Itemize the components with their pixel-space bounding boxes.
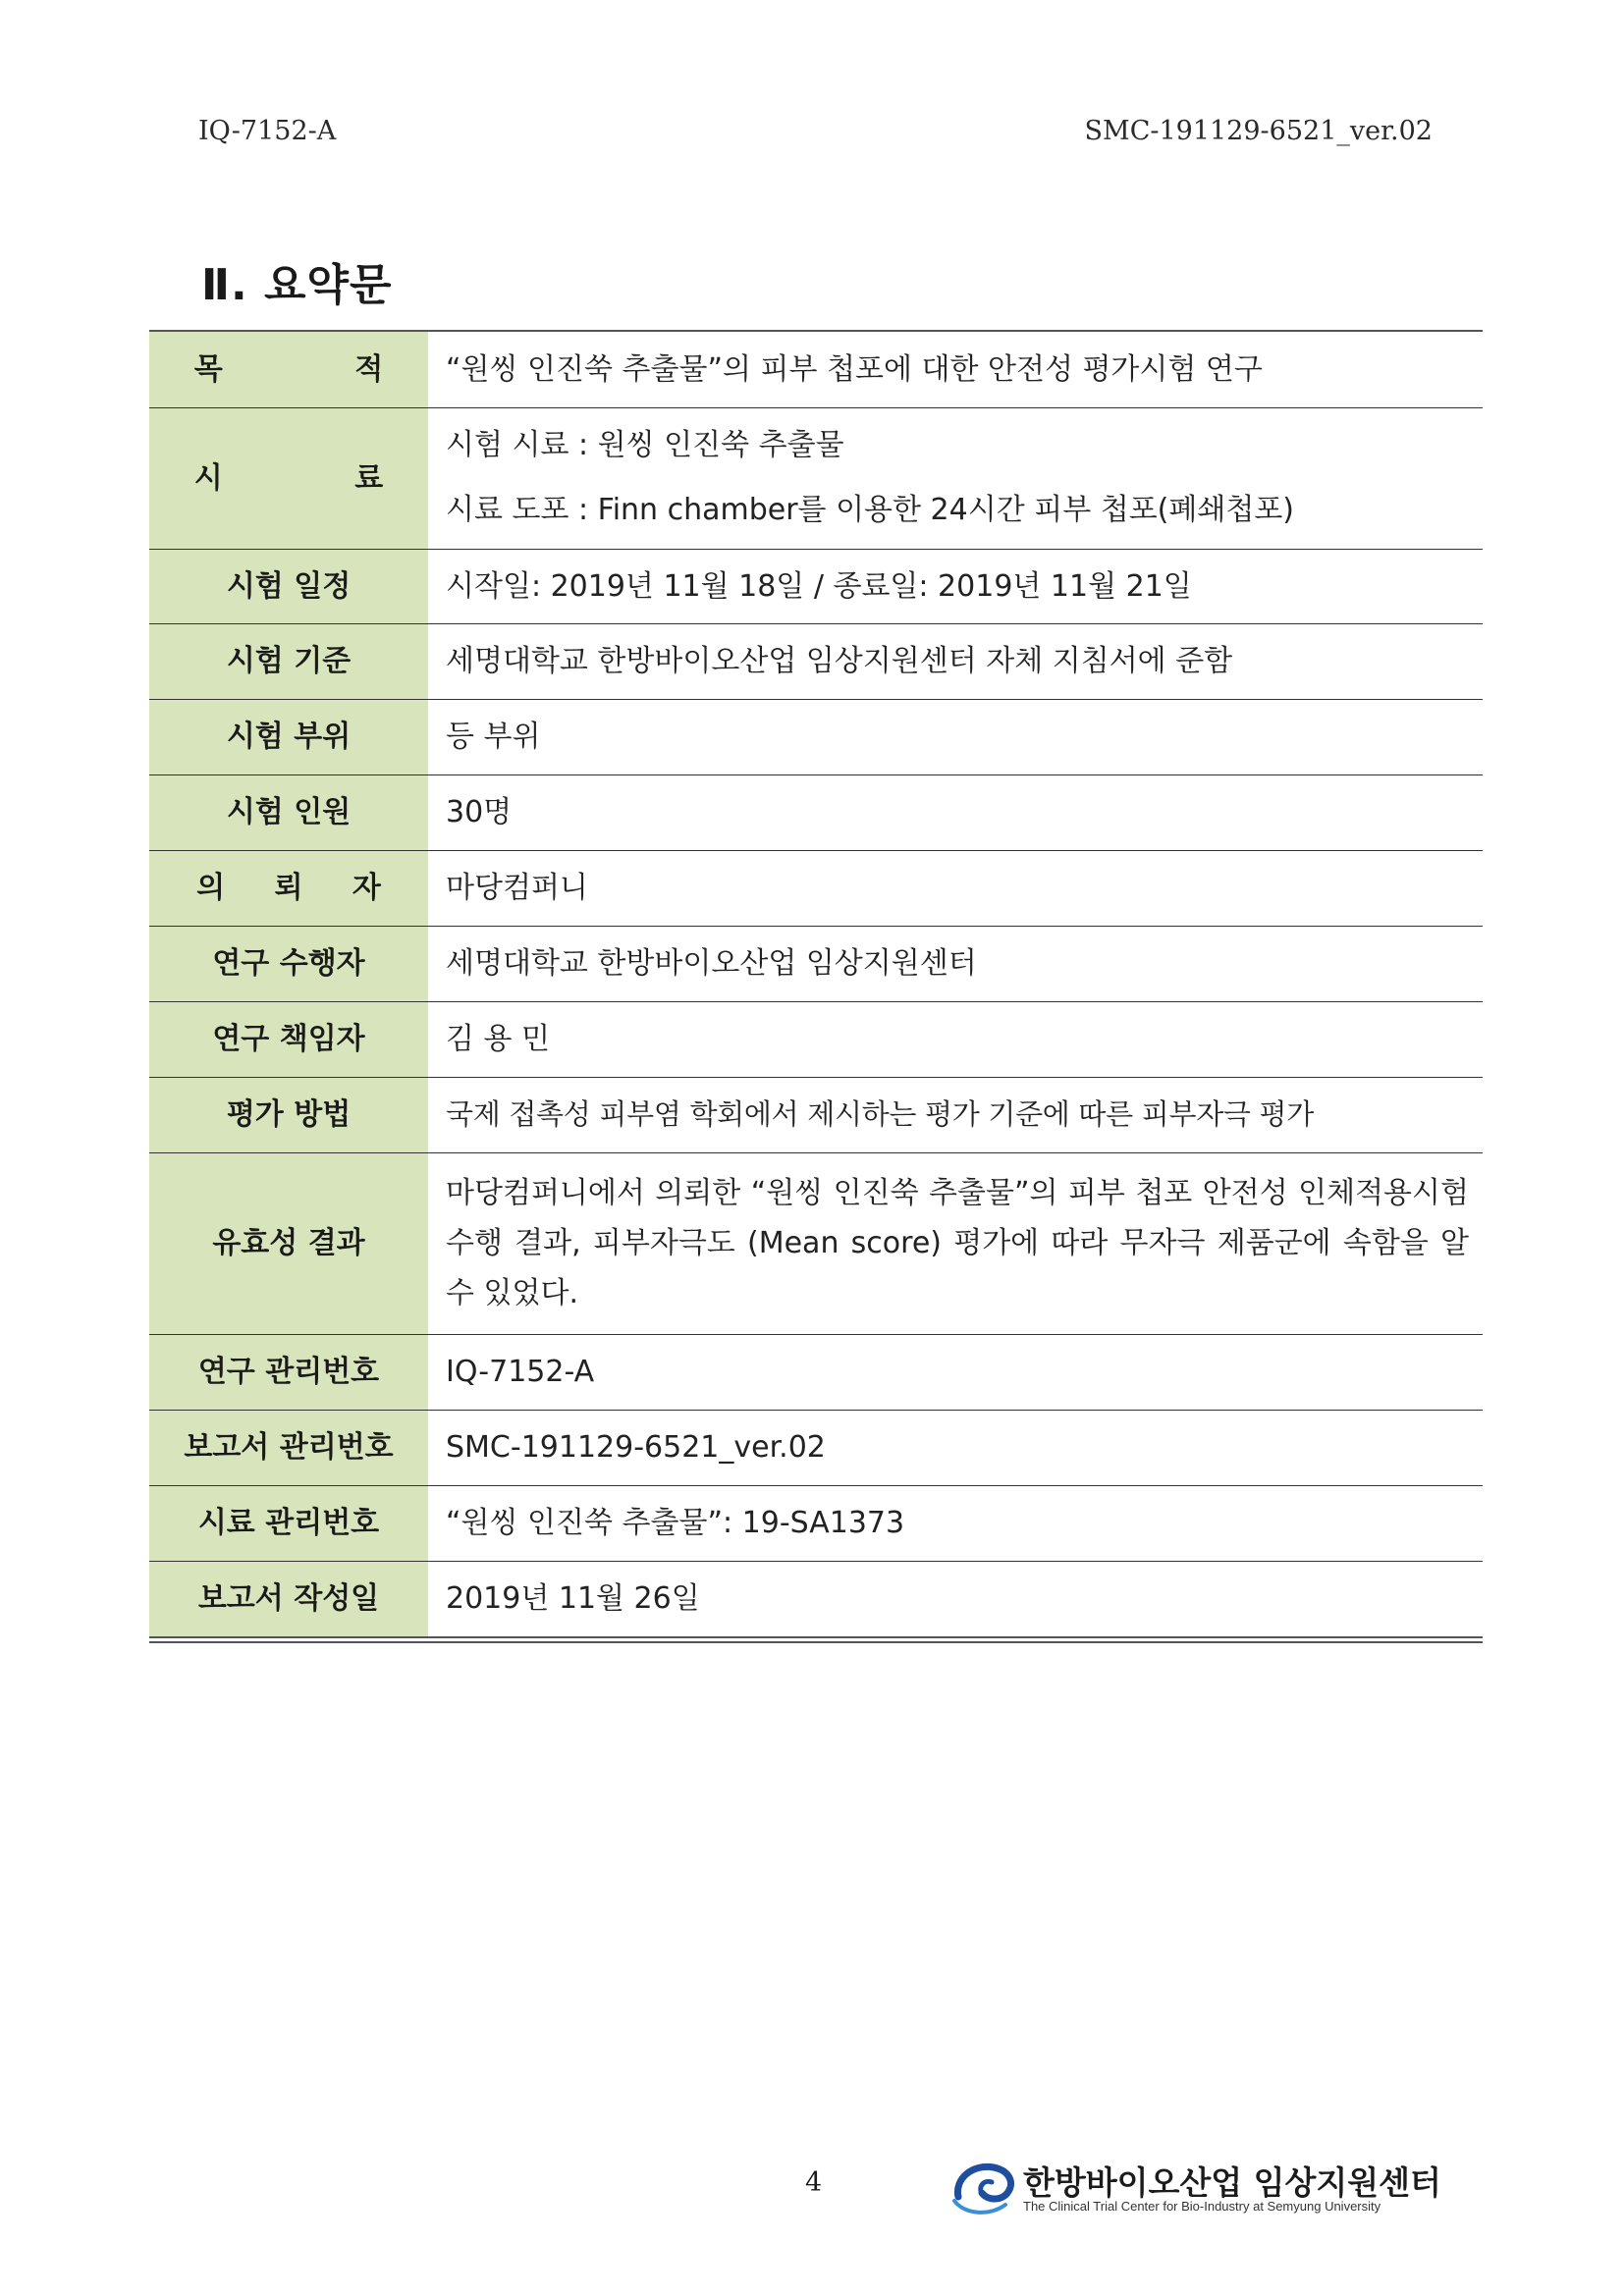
row-value-report-number: SMC-191129-6521_ver.02 <box>428 1410 1483 1485</box>
row-label-subjects: 시험 인원 <box>149 774 428 850</box>
logo-korean-text: 한방바이오산업 임상지원센터 <box>1023 2163 1441 2202</box>
row-label-report-date: 보고서 작성일 <box>149 1561 428 1637</box>
center-logo <box>950 2158 1441 2220</box>
table-row <box>149 549 1483 623</box>
table-row <box>149 1410 1483 1485</box>
row-value-performer: 세명대학교 한방바이오산업 임상지원센터 <box>428 926 1483 1001</box>
table-row <box>149 774 1483 850</box>
row-value-study-number: IQ-7152-A <box>428 1334 1483 1410</box>
row-value-evaluation-method: 국제 접촉성 피부염 학회에서 제시하는 평가 기준에 따른 피부자극 평가 <box>428 1077 1483 1152</box>
row-value-client: 마당컴퍼니 <box>428 850 1483 926</box>
row-label-evaluation-method: 평가 방법 <box>149 1077 428 1152</box>
header-report-number: SMC-191129-6521_ver.02 <box>1084 116 1433 146</box>
section-title: Ⅱ. 요약문 <box>201 260 393 310</box>
table-row <box>149 699 1483 774</box>
row-label-efficacy-result: 유효성 결과 <box>149 1152 428 1334</box>
row-label-report-number: 보고서 관리번호 <box>149 1410 428 1485</box>
table-row <box>149 1152 1483 1334</box>
row-value-schedule: 시작일: 2019년 11월 18일 / 종료일: 2019년 11월 21일 <box>428 549 1483 623</box>
row-label-study-number: 연구 관리번호 <box>149 1334 428 1410</box>
table-row <box>149 1561 1483 1637</box>
sample-line-2: 시료 도포 : Finn chamber를 이용한 24시간 피부 첩포(폐쇄첩포) <box>446 493 1295 527</box>
table-row <box>149 1334 1483 1410</box>
row-label-sample: 시 료 <box>149 407 428 549</box>
row-label-schedule: 시험 일정 <box>149 549 428 623</box>
table-row <box>149 1001 1483 1077</box>
table-row <box>149 850 1483 926</box>
row-value-subjects: 30명 <box>428 774 1483 850</box>
logo-english-text: The Clinical Trial Center for Bio-Industry at Semyung University <box>1023 2199 1381 2214</box>
table-row <box>149 331 1483 407</box>
swirl-logo-icon <box>950 2158 1017 2218</box>
table-row <box>149 1485 1483 1561</box>
row-value-efficacy-result: 마당컴퍼니에서 의뢰한 “원씽 인진쑥 추출물”의 피부 첩포 안전성 인체적용시험 수행 결과, 피부자극도 (Mean score) 평가에 따라 무자극 제품군에 속함을 알 수 있었다. <box>428 1152 1483 1334</box>
row-value-test-site: 등 부위 <box>428 699 1483 774</box>
row-label-test-site: 시험 부위 <box>149 699 428 774</box>
row-value-sample <box>428 407 1483 549</box>
table-bottom-rule <box>149 1641 1483 1643</box>
row-label-standard: 시험 기준 <box>149 623 428 699</box>
row-value-sample-number: “원씽 인진쑥 추출물”: 19-SA1373 <box>428 1485 1483 1561</box>
row-value-standard: 세명대학교 한방바이오산업 임상지원센터 자체 지침서에 준함 <box>428 623 1483 699</box>
table-row <box>149 623 1483 699</box>
row-label-performer: 연구 수행자 <box>149 926 428 1001</box>
page-number: 4 <box>805 2167 823 2198</box>
header-report-id: IQ-7152-A <box>198 116 337 146</box>
table-row <box>149 407 1483 549</box>
table-row <box>149 1077 1483 1152</box>
summary-table <box>149 330 1483 1638</box>
row-label-sample-number: 시료 관리번호 <box>149 1485 428 1561</box>
row-label-client: 의 뢰 자 <box>149 850 428 926</box>
row-value-purpose: “원씽 인진쑥 추출물”의 피부 첩포에 대한 안전성 평가시험 연구 <box>428 331 1483 407</box>
row-label-purpose: 목 적 <box>149 331 428 407</box>
row-value-report-date: 2019년 11월 26일 <box>428 1561 1483 1637</box>
table-row <box>149 926 1483 1001</box>
summary-table-container <box>149 330 1483 1643</box>
row-label-principal-investigator: 연구 책임자 <box>149 1001 428 1077</box>
sample-line-1: 시험 시료 : 원씽 인진쑥 추출물 <box>446 428 844 462</box>
row-value-principal-investigator: 김 용 민 <box>428 1001 1483 1077</box>
